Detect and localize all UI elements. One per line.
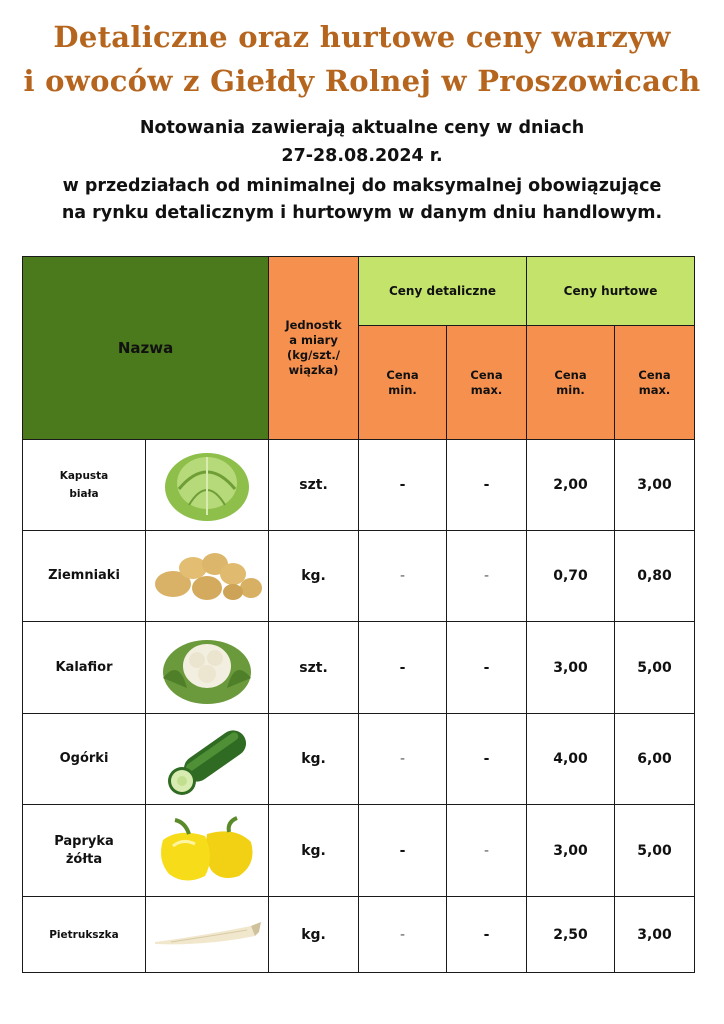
header-wholesale-min bbox=[527, 326, 615, 440]
retail-max: - bbox=[447, 897, 527, 973]
product-image bbox=[146, 805, 269, 897]
product-image bbox=[146, 440, 269, 531]
unit: kg. bbox=[269, 897, 359, 973]
wholesale-min: 3,00 bbox=[527, 805, 615, 897]
wholesale-max: 3,00 bbox=[615, 897, 695, 973]
subtitle-line-4: na rynku detalicznym i hurtowym w danym dniu handlowym. bbox=[61, 203, 663, 223]
header-unit bbox=[269, 257, 359, 440]
header-label-line: min. bbox=[388, 382, 417, 397]
unit: kg. bbox=[269, 531, 359, 622]
cauliflower-icon bbox=[159, 628, 255, 708]
title-line-2: i owoców z Giełdy Rolnej w Proszowicach bbox=[23, 64, 701, 98]
header-unit-line: wiązka) bbox=[288, 363, 339, 377]
product-name bbox=[23, 805, 146, 897]
header-unit-line: a miary bbox=[289, 333, 338, 347]
yellow-pepper-icon bbox=[155, 816, 259, 886]
wholesale-max: 6,00 bbox=[615, 714, 695, 805]
product-name bbox=[23, 897, 146, 973]
header-label-line: Cena bbox=[470, 367, 503, 382]
product-name bbox=[23, 440, 146, 531]
potatoes-icon bbox=[151, 546, 263, 606]
product-name-line: Ogórki bbox=[59, 751, 109, 766]
unit: szt. bbox=[269, 440, 359, 531]
table-row bbox=[23, 622, 695, 714]
product-name bbox=[23, 622, 146, 714]
wholesale-min: 2,00 bbox=[527, 440, 615, 531]
header-label-line: Cena bbox=[554, 367, 587, 382]
wholesale-min: 3,00 bbox=[527, 622, 615, 714]
retail-max: - bbox=[447, 622, 527, 714]
wholesale-max: 3,00 bbox=[615, 440, 695, 531]
product-image bbox=[146, 622, 269, 714]
wholesale-min: 4,00 bbox=[527, 714, 615, 805]
table-row bbox=[23, 714, 695, 805]
header-label-line: min. bbox=[556, 382, 585, 397]
retail-min: - bbox=[359, 622, 447, 714]
header-label-line: Cena bbox=[638, 367, 671, 382]
retail-max: - bbox=[447, 714, 527, 805]
retail-min: - bbox=[359, 440, 447, 531]
parsley-root-icon bbox=[151, 918, 263, 952]
subtitle-line-1: Notowania zawierają aktualne ceny w dniach bbox=[139, 118, 585, 138]
retail-max: - bbox=[447, 440, 527, 531]
unit: szt. bbox=[269, 622, 359, 714]
header-retail-group: Ceny detaliczne bbox=[359, 257, 527, 326]
cabbage-icon bbox=[159, 445, 255, 525]
unit: kg. bbox=[269, 714, 359, 805]
product-name-line: Kapusta bbox=[59, 470, 109, 482]
product-image bbox=[146, 531, 269, 622]
product-name bbox=[23, 714, 146, 805]
wholesale-max: 5,00 bbox=[615, 805, 695, 897]
title-line-1: Detaliczne oraz hurtowe ceny warzyw bbox=[53, 20, 671, 54]
product-name bbox=[23, 531, 146, 622]
product-image bbox=[146, 897, 269, 973]
retail-min: - bbox=[359, 531, 447, 622]
subtitle-date: 27-28.08.2024 r. bbox=[281, 146, 443, 166]
header-name: Nazwa bbox=[23, 257, 269, 440]
table-row bbox=[23, 897, 695, 973]
product-name-line: biała bbox=[69, 488, 99, 500]
retail-min: - bbox=[359, 714, 447, 805]
product-name-line: Pietrukszka bbox=[49, 928, 119, 941]
header-label-line: max. bbox=[638, 382, 671, 397]
table-row bbox=[23, 440, 695, 531]
retail-min: - bbox=[359, 897, 447, 973]
header-unit-line: (kg/szt./ bbox=[287, 348, 340, 362]
unit: kg. bbox=[269, 805, 359, 897]
retail-min: - bbox=[359, 805, 447, 897]
header-label-line: Cena bbox=[386, 367, 419, 382]
header-unit-line: Jednostk bbox=[285, 318, 342, 332]
product-name-line: żółta bbox=[65, 851, 103, 867]
table-row bbox=[23, 531, 695, 622]
product-image bbox=[146, 714, 269, 805]
wholesale-max: 0,80 bbox=[615, 531, 695, 622]
table-row bbox=[23, 805, 695, 897]
header-retail-min bbox=[359, 326, 447, 440]
wholesale-min: 2,50 bbox=[527, 897, 615, 973]
price-table bbox=[22, 256, 695, 973]
wholesale-max: 5,00 bbox=[615, 622, 695, 714]
product-name-line: Kalafior bbox=[55, 659, 113, 675]
product-name-line: Papryka bbox=[54, 833, 114, 849]
retail-max: - bbox=[447, 531, 527, 622]
header-label-line: max. bbox=[470, 382, 503, 397]
header-retail-max bbox=[447, 326, 527, 440]
header-wholesale-group: Ceny hurtowe bbox=[527, 257, 695, 326]
subtitle-line-3: w przedziałach od minimalnej do maksymalnej obowiązujące bbox=[62, 176, 662, 196]
cucumber-icon bbox=[162, 719, 252, 799]
retail-max: - bbox=[447, 805, 527, 897]
header-wholesale-max bbox=[615, 326, 695, 440]
product-name-line: Ziemniaki bbox=[48, 568, 120, 583]
wholesale-min: 0,70 bbox=[527, 531, 615, 622]
